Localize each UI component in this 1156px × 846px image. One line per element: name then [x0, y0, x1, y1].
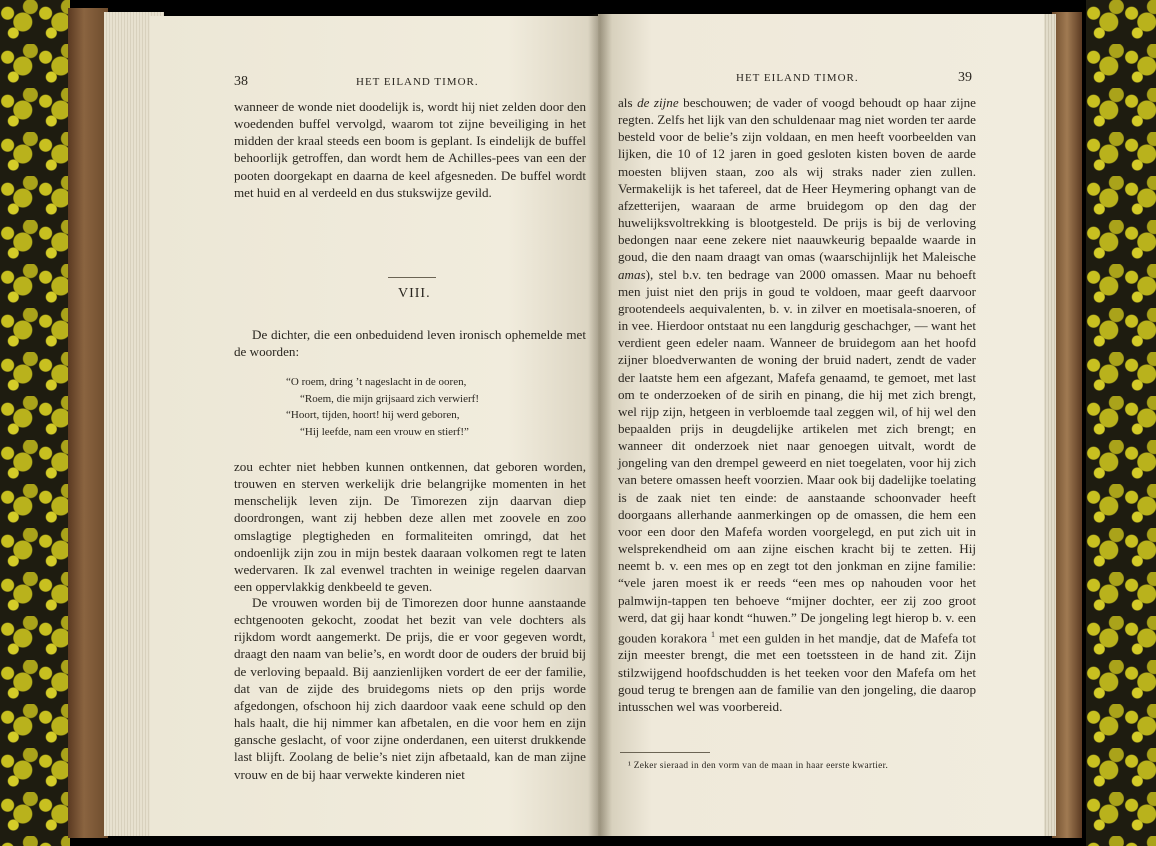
left-paragraph-1: wanneer de wonde niet doodelijk is, wordt hij niet zelden door den woedenden buffel vervolgd, waarom tot zijne beveiliging in het midden der kraal steeds een boom is geplant. Is eindelijk de buffel behoorlijk getroffen, dan wordt hem de Achilles-pees van een der pooten doorgekapt en daarna de keel afgesneden. De buffel wordt met huid en al verdeeld en dus stukswijze gevild. — [234, 99, 586, 200]
page-number-right: 39 — [958, 70, 972, 85]
section-rule — [388, 277, 436, 278]
poem-line: “Hij leefde, nam een vrouw en stierf!” — [300, 425, 469, 438]
left-paragraph-2: De dichter, die een onbeduidend leven ironisch ophemelde met de woorden: — [234, 327, 586, 360]
running-head-left: HET EILAND TIMOR. — [356, 76, 479, 88]
poem-line: “O roem, dring ’t nageslacht in de ooren, — [286, 376, 467, 388]
poem-line: “Hoort, tijden, hoort! hij werd geboren, — [286, 409, 460, 421]
book-cover-left — [0, 0, 70, 846]
poem-quote — [286, 374, 479, 440]
poem-line: “Roem, die mijn grijsaard zich verwierf! — [300, 392, 479, 405]
page-number-left: 38 — [234, 74, 248, 89]
running-head-right: HET EILAND TIMOR. — [736, 72, 859, 84]
left-paragraph-3: zou echter niet hebben kunnen ontkennen, dat geboren worden, trouwen en sterven werkelijk drie belangrijke momenten in het menschelijk leven zijn. De Timorezen zijn daarvan diep doordrongen, want zij hebben deze allen met zoovele en zoo omslagtige plegtigheden en formaliteiten omringd, dat het ondoenlijk zijn zou in mijn bestek daaraan volkomen regt te laten wedervaren. Ik zal evenwel trachten in weinige regelen daarvan een oppervlakkig denkbeeld te geven. — [234, 459, 586, 595]
footnote-marker: 1 — [711, 629, 715, 639]
binding-edge-left — [68, 8, 108, 838]
left-paragraph-4: De vrouwen worden bij de Timorezen door hunne aanstaande echtgenooten gekocht, zoodat het bezit van vele dochters als rijkdom wordt aangemerkt. De prijs, die er voor gegeven wordt, draagt den naam van belie’s, en wordt door de ouders der bruid bij de verloving bepaald. Bij aanzienlijken vordert de eer der familie, dat van de zijde des bruidegoms niets op den prijs worde afgedongen, ofschoon hij zich daardoor vaak eene schuld op den hals haalt, die hij nimmer kan afbetalen, en die voor hem en zijn gansche geslacht, of voor zijne onderdanen, een uiterst drukkende last blijft. Zoolang de belie’s niet zijn afbetaald, kan de man zijne vrouw en de bij haar verwekte kinderen niet — [234, 595, 586, 782]
footnote: ¹ Zeker sieraad in den vorm van de maan in haar eerste kwartier. — [628, 761, 889, 771]
book-gutter — [588, 14, 612, 836]
book-cover-right — [1086, 0, 1156, 846]
right-paragraph-1: als de zijne beschouwen; de vader of voogd behoudt op haar zijne regten. Zelfs het lijk van den schuldenaar mag niet worden ter aarde besteld voor de belie’s zijn voldaan, en men heeft voorbeelden van lijken, die 10 of 12 jaren in goed gesloten kisten boven de aarde moesten blijven staan, zoo als wij straks nader zien zullen. Vermakelijk is het tafereel, dat de Heer Heymering ophangt van de afzetterijen, waaraan de arme bruidegom op den dag der huwelijksvoltrekking is blootgesteld. De prijs is bij de verloving bedongen naar eene zekere niet naauwkeurig bepaalde waarde in goud, die den naam draagt van omas (waarschijnlijk het Maleische amas), stel b.v. ten bedrage van 2000 omassen. Maar nu behoeft men juist niet den prijs in goud te voldoen, maar geeft daarvoor grootendeels aequivalenten, b. v. in zilver en moetisala-snoeren, of in vee. Hierdoor ontstaat nu een langdurig geschachger, — want het verdient geen edeler naam. Wanneer de bruidegom aan het hoofd zijner bloedverwanten de woning der bruid nadert, zendt de vader der laatste hem een afgezant, Mafefa genaamd, te gemoet, met last om te onderzoeken of de sirih en pinang, die hij met zich brengt, wel rijp zijn, hetgeen in verbloemde taal zeggen wil, of hij wel den bepaalden prijs in deugdelijke artikelen met zich brengt; en wanneer dit onderzoek niet naar genoegen uitvalt, wordt de jongeling van den drempel geweerd en niet toegelaten, voor hij zich van betere omassen heeft voorzien. Maar ook bij dadelijke toelating is de zaak niet ten einde: de aanstaande schoonvader heeft doorgaans allerhande aanmerkingen op de omassen, die hem een voor een door den Mafefa worden voorgelegd, en put zich uit in welsprekendheid om aan zijne eischen kracht bij te zetten. Hij neemt b. v. een mes op en zegt tot den jonkman en zijne familie: “vele jaren moest ik er reeds “een mes op nahouden voor het palmwijn-tappen ten behoeve “mijner dochter, eer zij zoo groot werd, dat gij haar kondt “huwen.” De jongeling legt hierop b. v. een gouden korakora $^1$ met een gulden in het mandje, dat de Mafefa tot zijn meester brengt, die met een toetssteen in de hand zit. Zijn stilzwijgend hoofdschudden is het teeken voor den Mafefa om het goud terug te brengen aan de familie van den jongeling, die daarop intusschen wel was voorbereid. — [618, 95, 976, 714]
section-number: VIII. — [398, 286, 431, 301]
footnote-rule — [620, 752, 710, 753]
binding-edge-right — [1052, 12, 1082, 838]
